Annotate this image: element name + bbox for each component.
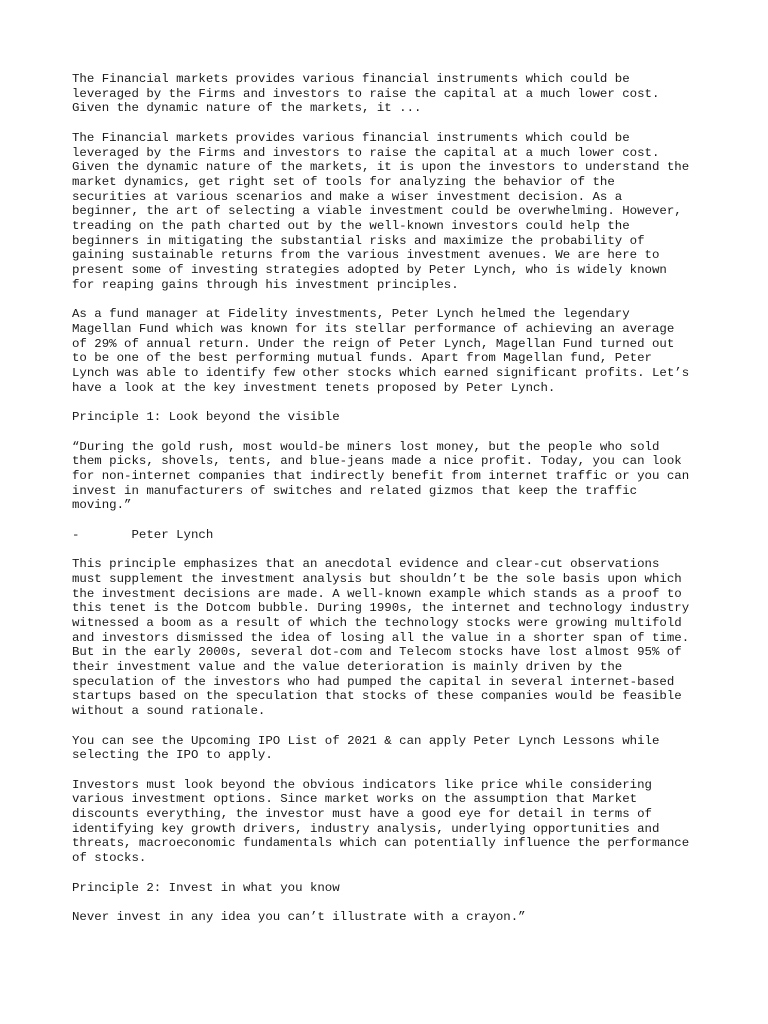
principle-1-heading: Principle 1: Look beyond the visible: [72, 410, 340, 425]
look-beyond-indicators-paragraph: Investors must look beyond the obvious indicators like price while considering various investment options. Since market works on the assumption that Market discounts everything, the investor must have a good eye for detail in terms of identifying key growth drivers, industry analysis, underlying opportunities and threats, macroeconomic fundamentals which can potentially influence the performance of stocks.: [72, 777, 690, 866]
document-page: [72, 72, 712, 939]
fidelity-background-paragraph: As a fund manager at Fidelity investments, Peter Lynch helmed the legendary Magellan Fund which was known for its stellar performance of achieving an average of 29% of annual return. Under the reign of Peter Lynch, Magellan Fund turned out to be one of the best performing mutual funds. Apart from Magellan fund, Peter Lynch was able to identify few other stocks which earned significant profits. Let’s have a look at the key investment tenets proposed by Peter Lynch.: [72, 307, 690, 395]
gold-rush-quote: “During the gold rush, most would-be miners lost money, but the people who sold them picks, shovels, tents, and blue-jeans made a nice profit. Today, you can look for non-internet companies that indirectly benefit from internet traffic or you can invest in manufacturers of switches and related gizmos that keep the traffic moving.”: [72, 439, 690, 513]
ipo-list-paragraph: You can see the Upcoming IPO List of 2021 & can apply Peter Lynch Lessons while selecting the IPO to apply.: [72, 733, 660, 763]
intro-summary-paragraph: The Financial markets provides various financial instruments which could be leveraged by the Firms and investors to raise the capital at a much lower cost. Given the dynamic nature of the markets, it ...: [72, 72, 660, 116]
intro-full-paragraph: The Financial markets provides various financial instruments which could be leveraged by the Firms and investors to raise the capital at a much lower cost. Given the dynamic nature of the markets, it is upon the investors to understand the market dynamics, get right set of tools for analyzing the behavior of the securities at various scenarios and make a wiser investment decision. As a beginner, the art of selecting a viable investment could be overwhelming. However, treading on the path charted out by the well-known investors could help the beginners in mitigating the substantial risks and maximize the probability of gaining sustainable returns from the various investment avenues. We are here to present some of investing strategies adopted by Peter Lynch, who is widely known for reaping gains through his investment principles.: [72, 130, 690, 292]
quote-attribution: - Peter Lynch: [72, 527, 214, 542]
dotcom-bubble-paragraph: This principle emphasizes that an anecdotal evidence and clear-cut observations must supplement the investment analysis but shouldn’t be the sole basis upon which the investment decisions are made. A well-known example which stands as a proof to this tenet is the Dotcom bubble. During 1990s, the internet and technology industry witnessed a boom as a result of which the technology stocks were growing multifold and investors dismissed the idea of losing all the value in a shorter span of time. But in the early 2000s, several dot-com and Telecom stocks have lost almost 95% of their investment value and the value deterioration is mainly driven by the speculation of the investors who had pumped the capital in several internet-based startups based on the speculation that stocks of these companies would be feasible without a sound rationale.: [72, 557, 690, 719]
crayon-quote: Never invest in any idea you can’t illustrate with a crayon.”: [72, 909, 526, 924]
principle-2-heading: Principle 2: Invest in what you know: [72, 880, 340, 895]
